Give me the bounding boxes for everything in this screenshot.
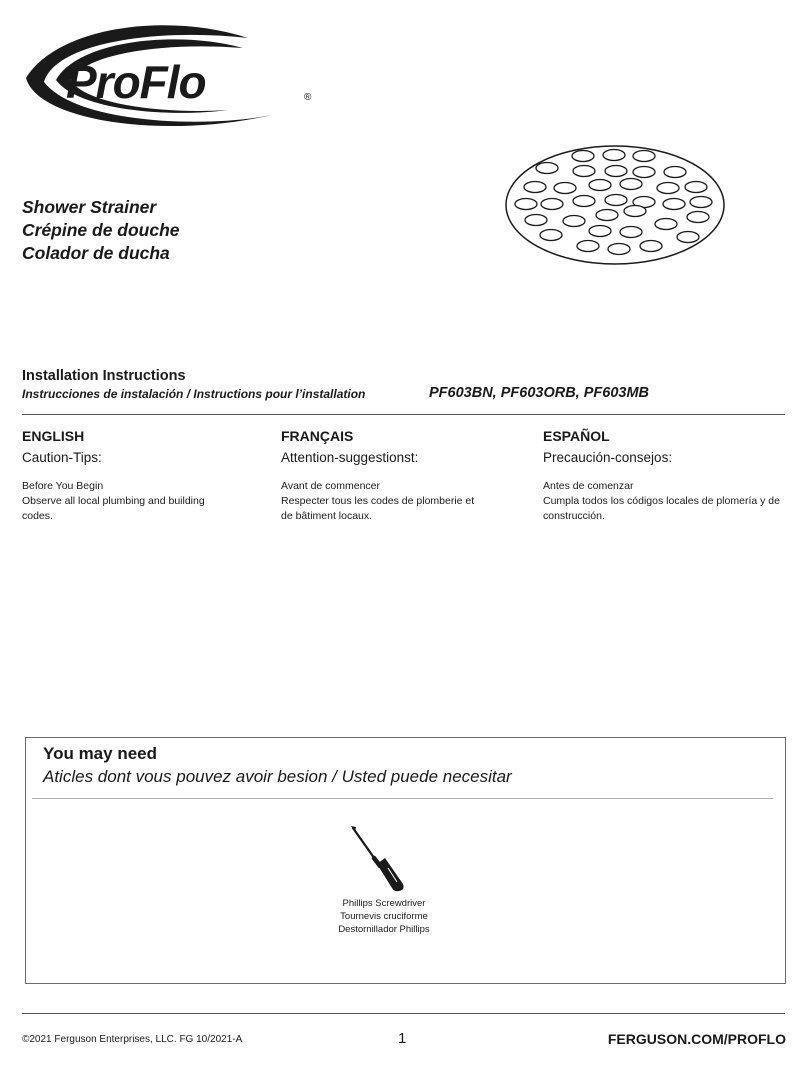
proflo-logo [18,18,323,138]
footer-divider [22,1013,785,1014]
website-link[interactable]: FERGUSON.COM/PROFLO [607,1031,786,1047]
registered-mark: ® [304,92,312,103]
before-heading: Before You Begin [22,480,104,492]
instruction-text: Respecter tous les codes de plomberie et de bâtiment locaux. [281,495,475,522]
installation-subheading: Instrucciones de instalación / Instructions pour l’installation [22,387,366,401]
column-french [281,428,531,524]
instruction-text: Cumpla todos los códigos locales de plomería y de construcción. [543,495,780,522]
you-may-need-divider [32,798,773,799]
tool-label-spanish: Destornillador Phillips [338,924,430,935]
installation-heading: Installation Instructions [22,368,186,384]
page-number: 1 [398,1030,407,1047]
column-english [22,428,272,524]
instruction-text: Observe all local plumbing and building codes. [22,495,205,522]
header-divider [22,414,785,415]
caution-tips-heading: Attention-suggestionst: [281,450,419,465]
tool-label-english: Phillips Screwdriver [342,898,426,909]
caution-tips-heading: Caution-Tips: [22,450,102,465]
column-spanish [543,428,793,524]
screwdriver-icon [349,826,409,896]
title-english: Shower Strainer [22,197,157,217]
language-heading: FRANÇAIS [281,428,354,444]
logo-text: ProFlo [66,56,206,108]
before-heading: Antes de comenzar [543,480,634,492]
before-heading: Avant de commencer [281,480,381,492]
you-may-need-heading: You may need [43,744,157,763]
title-spanish: Colador de ducha [22,243,170,263]
caution-tips-heading: Precaución-consejos: [543,450,673,465]
copyright-text: ©2021 Ferguson Enterprises, LLC. FG 10/2021-A [22,1034,243,1045]
tool-label-french: Tournevis cruciforme [340,911,428,922]
model-numbers: PF603BN, PF603ORB, PF603MB [429,385,649,401]
strainer-illustration [504,144,726,266]
title-french: Crépine de douche [22,220,180,240]
before-you-begin-text [281,479,531,524]
before-you-begin-text [543,479,793,524]
before-you-begin-text [22,479,272,524]
tool-labels [304,897,464,936]
you-may-need-subheading: Aticles dont vous pouvez avoir besion / Usted puede necesitar [43,767,512,786]
product-titles [22,196,180,265]
language-heading: ENGLISH [22,428,85,444]
language-heading: ESPAÑOL [543,428,610,444]
